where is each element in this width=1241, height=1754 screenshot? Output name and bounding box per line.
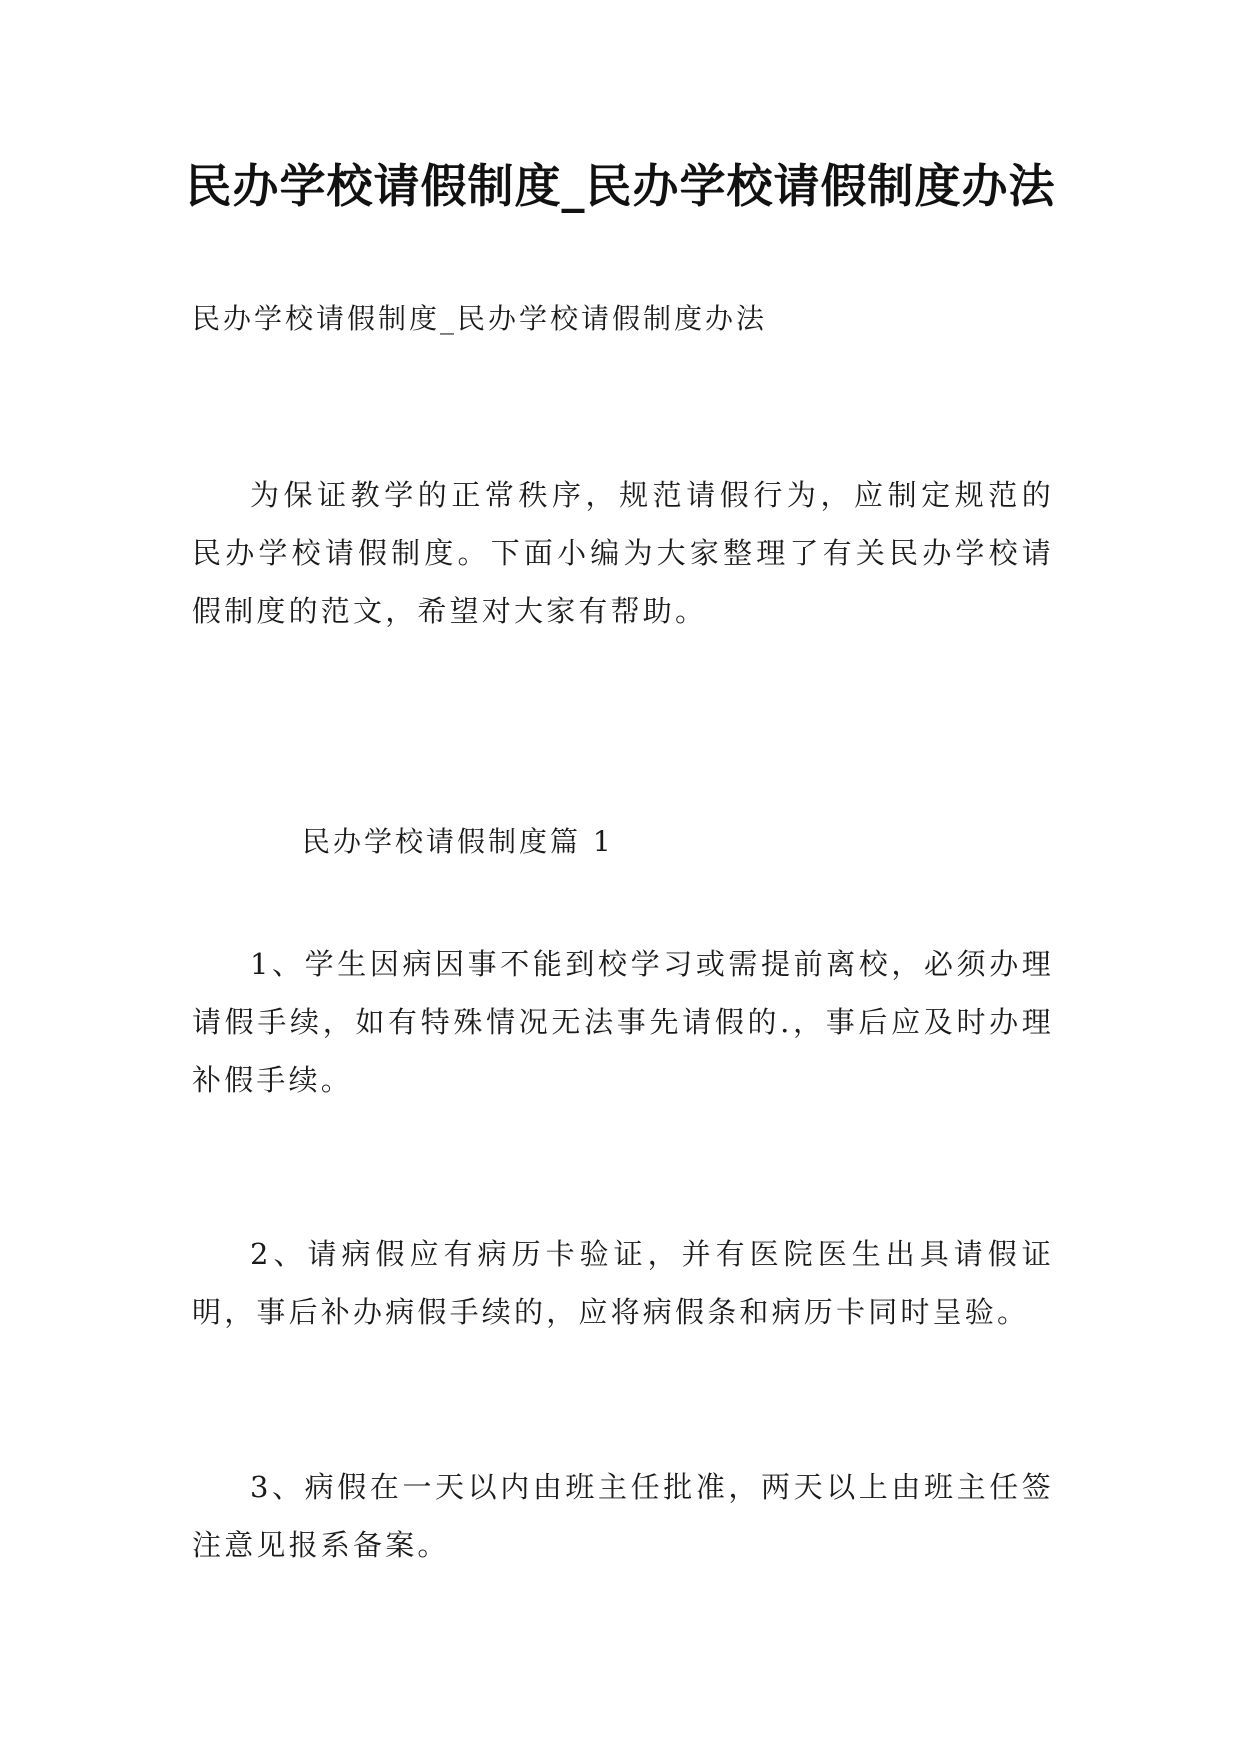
document-title: 民办学校请假制度_民办学校请假制度办法 bbox=[185, 159, 1056, 213]
intro-paragraph: 为保证教学的正常秩序，规范请假行为，应制定规范的民办学校请假制度。下面小编为大家整理了有关民办学校请假制度的范文，希望对大家有帮助。 bbox=[192, 478, 1054, 628]
rule-item-2: 2、请病假应有病历卡验证，并有医院医生出具请假证明，事后补办病假手续的，应将病假条和病历卡同时呈验。 bbox=[192, 1237, 1054, 1329]
section-heading: 民办学校请假制度篇 1 bbox=[302, 825, 614, 858]
rule-item-3: 3、病假在一天以内由班主任批准，两天以上由班主任签注意见报系备案。 bbox=[192, 1470, 1054, 1562]
document-subtitle: 民办学校请假制度_民办学校请假制度办法 bbox=[192, 302, 768, 335]
rule-item-1: 1、学生因病因事不能到校学习或需提前离校，必须办理请假手续，如有特殊情况无法事先请假的.，事后应及时办理补假手续。 bbox=[192, 947, 1054, 1097]
